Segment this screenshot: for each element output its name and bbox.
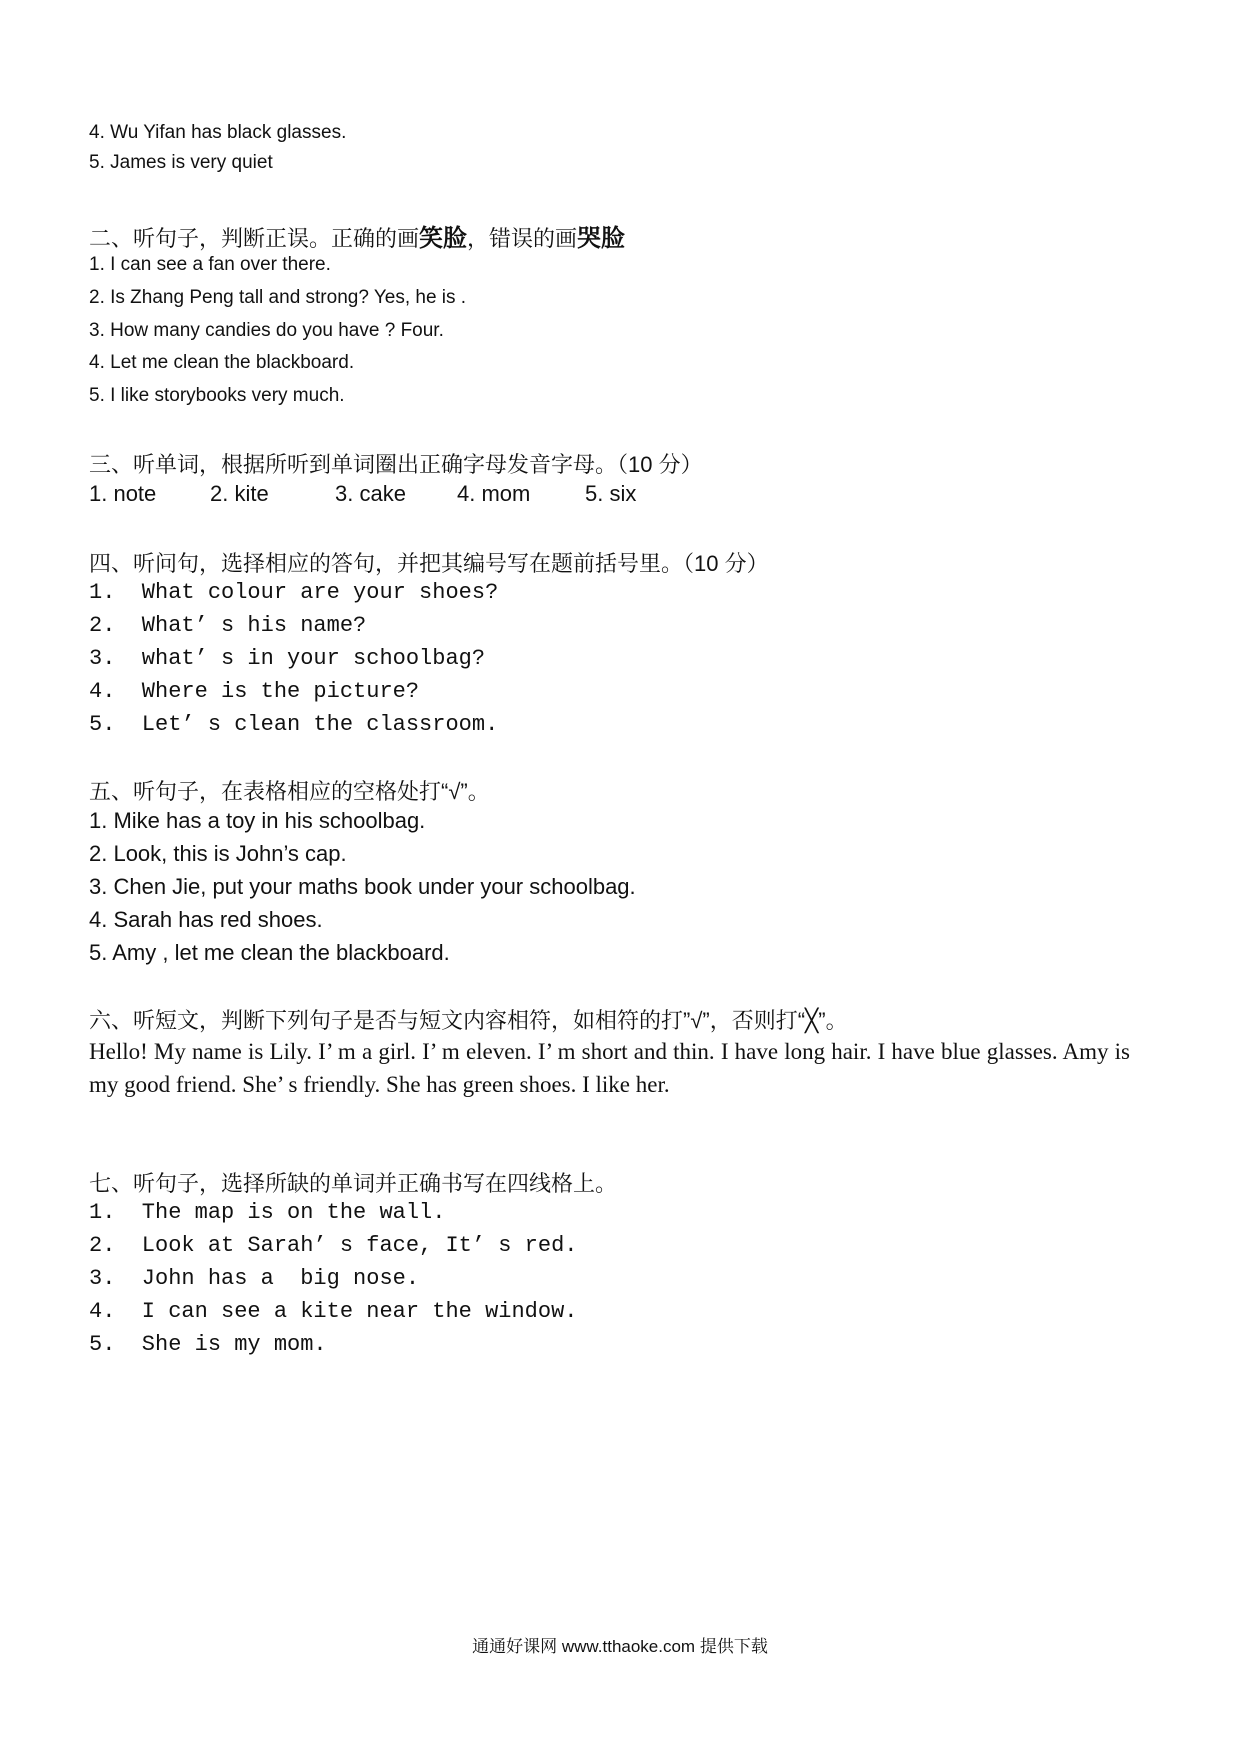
word-item: 3. cake <box>335 481 406 506</box>
word-item: 5. six <box>585 481 637 506</box>
section-2-title-a: 二、听句子，判断正误。正确的画 <box>89 226 420 251</box>
list-item: 2. Look at Sarah’ s face, It’ s red. <box>89 1233 578 1258</box>
section-3-title: 三、听单词，根据所听到单词圈出正确字母发音字母。（10 分） <box>89 452 703 477</box>
list-item: 5. Let’ s clean the classroom. <box>89 712 499 737</box>
list-item: 1. The map is on the wall. <box>89 1200 446 1225</box>
word-item: 4. mom <box>457 481 531 506</box>
word-item: 2. kite <box>210 481 269 506</box>
list-item: 1. Mike has a toy in his schoolbag. <box>89 808 426 833</box>
list-item: 3. How many candies do you have ? Four. <box>89 320 444 341</box>
list-item: 4. I can see a kite near the window. <box>89 1299 578 1324</box>
list-item: 4. Let me clean the blackboard. <box>89 352 355 373</box>
cry-label: 哭脸 <box>577 225 626 252</box>
list-item: 2. Look, this is John’s cap. <box>89 841 347 866</box>
list-item: 3. Chen Jie, put your maths book under your schoolbag. <box>89 874 636 899</box>
list-item: 3. what’ s in your schoolbag? <box>89 646 486 671</box>
section-2-title-b: ，错误的画 <box>467 226 578 251</box>
list-item: 2. What’ s his name? <box>89 613 367 638</box>
word-item: 1. note <box>89 481 157 506</box>
section-6-title: 六、听短文，判断下列句子是否与短文内容相符，如相符的打”√”，否则打“╳”。 <box>89 1008 848 1033</box>
section-7-title: 七、听句子，选择所缺的单词并正确书写在四线格上。 <box>89 1171 618 1196</box>
list-item: 1. I can see a fan over there. <box>89 254 331 275</box>
section-5-title: 五、听句子，在表格相应的空格处打“√”。 <box>89 779 490 804</box>
list-item: 2. Is Zhang Peng tall and strong? Yes, he is . <box>89 287 467 308</box>
footer-text: 通通好课网 www.tthaoke.com 提供下载 <box>472 1637 768 1656</box>
section-2-title <box>89 218 625 253</box>
passage: Hello! My name is Lily. I’ m a girl. I’ m eleven. I’ m short and thin. I have long hair. I have blue glasses. Amy is my good friend. She’ s friendly. She has green shoes. I like her. <box>89 1039 1130 1097</box>
list-item: 4. Sarah has red shoes. <box>89 907 323 932</box>
section-4-title: 四、听问句，选择相应的答句，并把其编号写在题前括号里。（10 分） <box>89 551 769 576</box>
list-item: 5. Amy , let me clean the blackboard. <box>89 940 450 965</box>
list-item: 5. James is very quiet <box>89 152 273 173</box>
smile-label: 笑脸 <box>419 225 468 252</box>
list-item: 5. I like storybooks very much. <box>89 385 345 406</box>
list-item: 5. She is my mom. <box>89 1332 327 1357</box>
list-item: 4. Where is the picture? <box>89 679 420 704</box>
list-item: 4. Wu Yifan has black glasses. <box>89 122 347 143</box>
list-item: 1. What colour are your shoes? <box>89 580 499 605</box>
list-item: 3. John has a big nose. <box>89 1266 420 1291</box>
